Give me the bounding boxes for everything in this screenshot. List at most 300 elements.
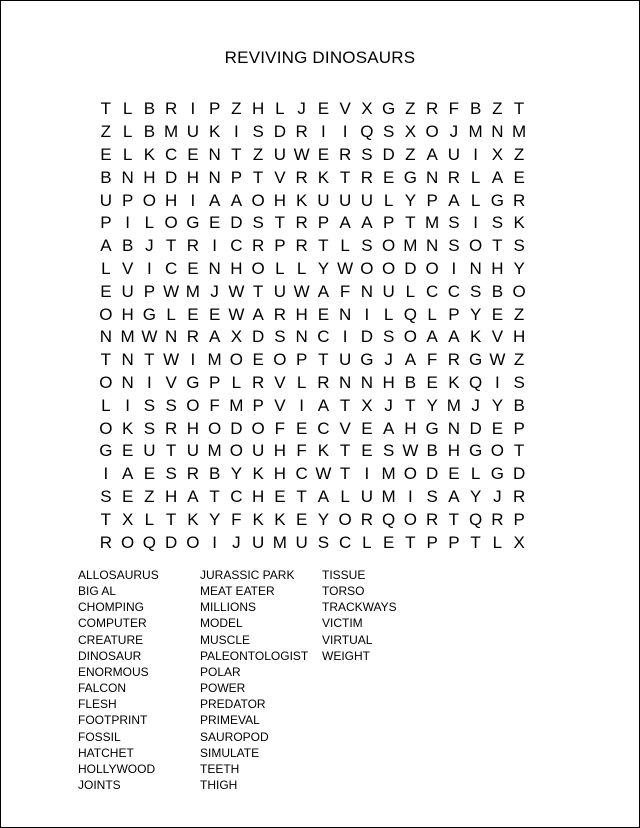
grid-letter: O <box>469 236 483 256</box>
grid-letter: M <box>272 532 287 552</box>
grid-letter: T <box>318 236 329 256</box>
grid-letter: T <box>144 350 155 370</box>
grid-letter: R <box>425 509 439 529</box>
grid-letter: U <box>99 190 113 210</box>
grid-letter: Y <box>317 258 330 278</box>
grid-letter: L <box>101 395 111 415</box>
grid-letter: A <box>208 190 221 210</box>
grid-letter: T <box>513 99 525 119</box>
grid-letter: R <box>186 464 200 484</box>
grid-letter: P <box>448 532 460 552</box>
word-list-item: VIRTUAL <box>322 632 373 647</box>
grid-letter: O <box>425 122 439 142</box>
grid-letter: W <box>315 464 332 484</box>
word-list-item: BIG AL <box>78 584 117 599</box>
grid-letter: O <box>229 441 243 461</box>
grid-letter: E <box>121 441 134 461</box>
grid-letter: G <box>425 418 439 438</box>
grid-letter: E <box>317 144 330 164</box>
word-list-item: MEAT EATER <box>200 584 275 599</box>
grid-letter: P <box>426 190 438 210</box>
grid-letter: K <box>317 167 330 187</box>
grid-letter: D <box>469 418 482 438</box>
grid-row <box>95 235 530 258</box>
grid-letter: E <box>382 167 395 187</box>
grid-letter: H <box>251 99 265 119</box>
grid-letter: B <box>100 167 112 187</box>
word-list-item: FLESH <box>78 697 117 712</box>
grid-letter: T <box>100 509 112 529</box>
grid-letter: T <box>100 99 112 119</box>
grid-letter: X <box>513 532 525 552</box>
grid-letter: R <box>273 304 287 324</box>
grid-letter: D <box>512 464 526 484</box>
word-list-item: CREATURE <box>78 632 144 647</box>
grid-letter: A <box>317 281 330 301</box>
grid-letter: C <box>164 144 178 164</box>
word-list-item: VICTIM <box>322 616 363 631</box>
grid-letter: L <box>362 532 372 552</box>
grid-letter: Z <box>513 144 525 164</box>
grid-letter: T <box>448 509 460 529</box>
grid-letter: A <box>187 486 199 506</box>
grid-letter: S <box>252 122 264 142</box>
grid-letter: L <box>427 304 437 324</box>
grid-letter: I <box>299 395 304 415</box>
grid-letter: L <box>470 464 481 484</box>
grid-letter: T <box>165 441 177 461</box>
grid-letter: H <box>273 464 287 484</box>
grid-letter: N <box>338 372 352 392</box>
grid-letter: V <box>274 395 286 415</box>
grid-letter: S <box>382 327 395 347</box>
grid-letter: L <box>492 532 503 552</box>
grid-letter: R <box>164 99 178 119</box>
word-list-item: JOINTS <box>78 778 121 793</box>
grid-letter: Z <box>492 99 503 119</box>
grid-letter: Y <box>317 509 330 529</box>
grid-letter: I <box>364 304 370 324</box>
grid-letter: A <box>448 486 460 506</box>
grid-letter: D <box>404 258 417 278</box>
grid-letter: V <box>339 418 351 438</box>
grid-letter: A <box>382 418 395 438</box>
grid-letter: E <box>274 486 286 506</box>
grid-letter: O <box>99 418 113 438</box>
grid-letter: X <box>121 509 134 529</box>
grid-letter: T <box>405 395 416 415</box>
grid-letter: O <box>121 532 135 552</box>
grid-letter: A <box>448 327 460 347</box>
grid-row <box>95 531 530 554</box>
grid-letter: R <box>186 236 200 256</box>
grid-letter: P <box>448 304 460 324</box>
grid-letter: G <box>186 372 200 392</box>
grid-letter: N <box>164 327 178 347</box>
grid-letter: N <box>121 350 134 370</box>
grid-letter: D <box>230 213 243 233</box>
grid-letter: W <box>163 350 180 370</box>
grid-letter: Y <box>469 304 482 324</box>
grid-letter: I <box>321 122 326 142</box>
grid-letter: R <box>512 190 526 210</box>
grid-letter: I <box>451 258 457 278</box>
grid-letter: N <box>208 258 221 278</box>
grid-letter: O <box>338 509 352 529</box>
word-list-item: JURASSIC PARK <box>200 568 295 582</box>
grid-letter: H <box>447 441 461 461</box>
word-list-item: ALLOSAURUS <box>78 568 159 582</box>
word-list-item: MILLIONS <box>200 600 257 615</box>
grid-letter: Q <box>142 532 156 552</box>
grid-letter: L <box>122 144 133 164</box>
word-list-item: HATCHET <box>78 745 134 760</box>
grid-letter: I <box>103 464 109 484</box>
grid-letter: V <box>339 99 351 119</box>
grid-letter: I <box>147 258 152 278</box>
grid-letter: R <box>512 486 526 506</box>
grid-letter: C <box>447 281 461 301</box>
grid-letter: Q <box>469 372 483 392</box>
grid-letter: F <box>448 99 460 119</box>
word-list-item: PREDATOR <box>200 697 266 712</box>
grid-letter: P <box>100 213 112 233</box>
grid-letter: C <box>230 486 243 506</box>
grid-letter: P <box>382 213 395 233</box>
grid-row <box>95 440 530 463</box>
grid-letter: E <box>317 304 330 324</box>
grid-letter: G <box>99 441 113 461</box>
grid-letter: X <box>361 395 373 415</box>
grid-letter: V <box>165 372 177 392</box>
grid-letter: S <box>165 464 177 484</box>
word-column <box>200 567 322 793</box>
grid-letter: E <box>208 304 221 324</box>
grid-letter: K <box>513 213 525 233</box>
grid-letter: R <box>425 99 439 119</box>
grid-letter: W <box>228 304 245 324</box>
grid-letter: R <box>99 532 113 552</box>
grid-letter: O <box>142 190 156 210</box>
grid-letter: F <box>339 281 351 301</box>
grid-letter: B <box>491 281 504 301</box>
grid-letter: V <box>274 167 286 187</box>
grid-letter: T <box>274 213 286 233</box>
grid-letter: C <box>295 464 308 484</box>
grid-letter: O <box>251 418 265 438</box>
word-list-item: MODEL <box>200 616 243 631</box>
grid-letter: I <box>495 372 500 392</box>
grid-letter: K <box>252 464 264 484</box>
grid-letter: N <box>208 144 221 164</box>
grid-letter: M <box>185 281 200 301</box>
grid-letter: S <box>448 236 460 256</box>
grid-letter: A <box>426 144 438 164</box>
grid-letter: U <box>360 486 374 506</box>
grid-letter: W <box>402 441 419 461</box>
grid-letter: K <box>274 509 286 529</box>
grid-letter: T <box>296 486 307 506</box>
grid-letter: S <box>448 213 460 233</box>
grid-letter: D <box>164 532 178 552</box>
grid-row <box>95 463 530 486</box>
grid-letter: N <box>208 167 221 187</box>
grid-letter: J <box>297 99 306 119</box>
grid-letter: W <box>489 350 506 370</box>
grid-letter: K <box>448 372 460 392</box>
grid-letter: O <box>425 258 439 278</box>
grid-letter: D <box>360 327 374 347</box>
grid-letter: F <box>296 441 307 461</box>
grid-letter: R <box>317 372 330 392</box>
grid-letter: S <box>361 236 373 256</box>
grid-letter: D <box>251 327 265 347</box>
grid-letter: L <box>101 258 111 278</box>
grid-letter: O <box>251 190 265 210</box>
grid-letter: K <box>121 418 134 438</box>
grid-letter: Q <box>403 304 417 324</box>
grid-letter: T <box>339 395 351 415</box>
grid-letter: W <box>293 144 310 164</box>
grid-letter: M <box>425 213 440 233</box>
grid-letter: R <box>360 167 374 187</box>
grid-letter: K <box>143 144 156 164</box>
grid-letter: M <box>229 395 244 415</box>
grid-letter: I <box>125 213 130 233</box>
grid-letter: U <box>273 144 287 164</box>
grid-letter: Y <box>426 395 438 415</box>
grid-letter: X <box>491 144 504 164</box>
grid-letter: W <box>163 281 180 301</box>
grid-letter: O <box>512 281 526 301</box>
grid-letter: G <box>490 464 504 484</box>
grid-letter: D <box>425 464 439 484</box>
puzzle-title: REVIVING DINOSAURS <box>224 48 416 67</box>
grid-letter: R <box>360 509 374 529</box>
grid-letter: O <box>403 509 417 529</box>
grid-letter: U <box>338 350 352 370</box>
grid-letter: F <box>231 509 242 529</box>
grid-letter: E <box>252 350 264 370</box>
grid-row <box>95 212 530 235</box>
word-list-item: FOSSIL <box>78 729 121 744</box>
grid-letter: T <box>318 350 329 370</box>
grid-letter: X <box>230 327 243 347</box>
grid-letter: H <box>382 372 395 392</box>
grid-letter: A <box>208 327 221 347</box>
grid-letter: S <box>382 122 395 142</box>
word-column <box>78 567 200 793</box>
grid-letter: H <box>491 258 504 278</box>
grid-letter: I <box>190 190 196 210</box>
grid-letter: W <box>228 281 245 301</box>
grid-letter: P <box>208 99 221 119</box>
grid-letter: Y <box>469 486 482 506</box>
grid-letter: T <box>231 144 242 164</box>
grid-letter: P <box>121 190 134 210</box>
grid-letter: E <box>361 418 373 438</box>
grid-letter: I <box>473 144 478 164</box>
grid-letter: H <box>295 304 308 324</box>
grid-letter: E <box>426 372 438 392</box>
grid-letter: C <box>338 532 352 552</box>
grid-letter: M <box>512 122 527 142</box>
grid-row <box>95 189 530 212</box>
grid-letter: N <box>360 281 374 301</box>
word-list-item: TORSO <box>322 584 365 599</box>
word-list-item: MUSCLE <box>200 632 251 647</box>
grid-letter: Z <box>513 304 525 324</box>
grid-letter: H <box>230 258 243 278</box>
grid-letter: G <box>142 304 156 324</box>
grid-letter: S <box>513 236 525 256</box>
grid-letter: I <box>190 99 196 119</box>
grid-letter: I <box>147 372 152 392</box>
grid-letter: W <box>141 327 158 347</box>
word-list-item: SIMULATE <box>200 745 260 760</box>
word-list-item: ENORMOUS <box>78 664 149 679</box>
grid-row <box>95 394 530 417</box>
grid-letter: B <box>469 99 482 119</box>
letter-grid <box>95 98 530 554</box>
grid-letter: R <box>295 122 308 142</box>
word-list-item: PRIMEVAL <box>200 713 260 728</box>
grid-letter: N <box>425 167 439 187</box>
grid-letter: C <box>425 281 439 301</box>
grid-letter: Z <box>252 144 264 164</box>
grid-letter: S <box>491 213 504 233</box>
grid-letter: T <box>513 441 525 461</box>
grid-letter: E <box>295 418 308 438</box>
grid-letter: Y <box>404 190 417 210</box>
grid-letter: M <box>120 327 135 347</box>
grid-letter: N <box>295 327 308 347</box>
grid-letter: S <box>382 441 395 461</box>
grid-letter: E <box>187 258 199 278</box>
grid-letter: Q <box>360 122 374 142</box>
grid-row <box>95 303 530 326</box>
grid-letter: L <box>122 122 133 142</box>
word-list-item: FOOTPRINT <box>78 713 148 728</box>
word-list-item: WEIGHT <box>322 648 370 663</box>
grid-letter: S <box>274 327 286 347</box>
grid-letter: E <box>187 144 199 164</box>
grid-letter: R <box>251 372 265 392</box>
grid-letter: Y <box>230 464 243 484</box>
word-list-item: CHOMPING <box>78 600 144 615</box>
grid-letter: L <box>470 190 481 210</box>
grid-letter: J <box>471 395 480 415</box>
grid-letter: R <box>295 236 308 256</box>
word-list-item: COMPUTER <box>78 616 147 631</box>
grid-letter: E <box>491 304 504 324</box>
grid-letter: O <box>186 395 200 415</box>
grid-letter: R <box>338 144 352 164</box>
grid-letter: J <box>145 236 154 256</box>
word-list-item: PALEONTOLOGIST <box>200 648 309 663</box>
grid-letter: L <box>470 167 481 187</box>
grid-letter: L <box>122 99 133 119</box>
grid-row <box>95 258 530 281</box>
grid-letter: U <box>251 441 265 461</box>
grid-letter: X <box>361 99 373 119</box>
grid-letter: Z <box>100 122 112 142</box>
grid-letter: U <box>382 281 395 301</box>
grid-letter: U <box>143 441 156 461</box>
grid-letter: E <box>187 304 199 324</box>
grid-row <box>95 98 530 121</box>
grid-letter: L <box>275 99 285 119</box>
grid-letter: U <box>317 190 330 210</box>
word-list-item: FALCON <box>78 681 127 696</box>
grid-letter: M <box>381 486 396 506</box>
grid-letter: H <box>512 327 526 347</box>
grid-letter: G <box>360 350 374 370</box>
grid-row <box>95 326 530 349</box>
grid-letter: B <box>426 441 438 461</box>
grid-letter: S <box>426 486 438 506</box>
grid-letter: O <box>382 258 396 278</box>
grid-letter: H <box>121 304 134 324</box>
grid-row <box>95 372 530 395</box>
grid-letter: E <box>100 281 112 301</box>
grid-letter: O <box>403 464 417 484</box>
grid-letter: L <box>340 236 350 256</box>
grid-letter: A <box>121 464 134 484</box>
grid-letter: J <box>449 122 459 142</box>
grid-letter: T <box>252 167 264 187</box>
grid-letter: S <box>165 395 177 415</box>
grid-letter: T <box>252 281 264 301</box>
grid-letter: N <box>121 372 134 392</box>
grid-letter: N <box>491 122 504 142</box>
grid-letter: D <box>273 122 287 142</box>
grid-letter: P <box>230 167 243 187</box>
grid-letter: E <box>448 464 460 484</box>
grid-letter: Q <box>469 509 483 529</box>
grid-letter: R <box>447 167 461 187</box>
grid-letter: A <box>491 167 504 187</box>
grid-row <box>95 508 530 531</box>
grid-letter: L <box>405 281 416 301</box>
grid-letter: C <box>164 258 178 278</box>
grid-letter: T <box>339 464 351 484</box>
grid-letter: A <box>317 486 330 506</box>
grid-letter: L <box>144 213 155 233</box>
grid-letter: E <box>361 441 373 461</box>
grid-letter: O <box>273 350 287 370</box>
grid-letter: Z <box>231 99 242 119</box>
grid-letter: O <box>164 213 178 233</box>
grid-letter: N <box>121 167 134 187</box>
grid-letter: Y <box>513 258 525 278</box>
word-list-item: SAUROPOD <box>200 729 269 744</box>
grid-letter: P <box>252 395 264 415</box>
grid-row <box>95 121 530 144</box>
word-list-item: THIGH <box>200 778 238 793</box>
grid-letter: B <box>143 99 156 119</box>
grid-letter: O <box>360 258 374 278</box>
grid-letter: E <box>121 486 134 506</box>
grid-letter: S <box>100 486 112 506</box>
grid-letter: I <box>125 395 130 415</box>
grid-letter: T <box>339 441 351 461</box>
grid-letter: O <box>229 350 243 370</box>
grid-letter: L <box>275 258 285 278</box>
grid-letter: U <box>186 122 200 142</box>
word-list-item: TEETH <box>200 761 240 776</box>
grid-row <box>95 280 530 303</box>
